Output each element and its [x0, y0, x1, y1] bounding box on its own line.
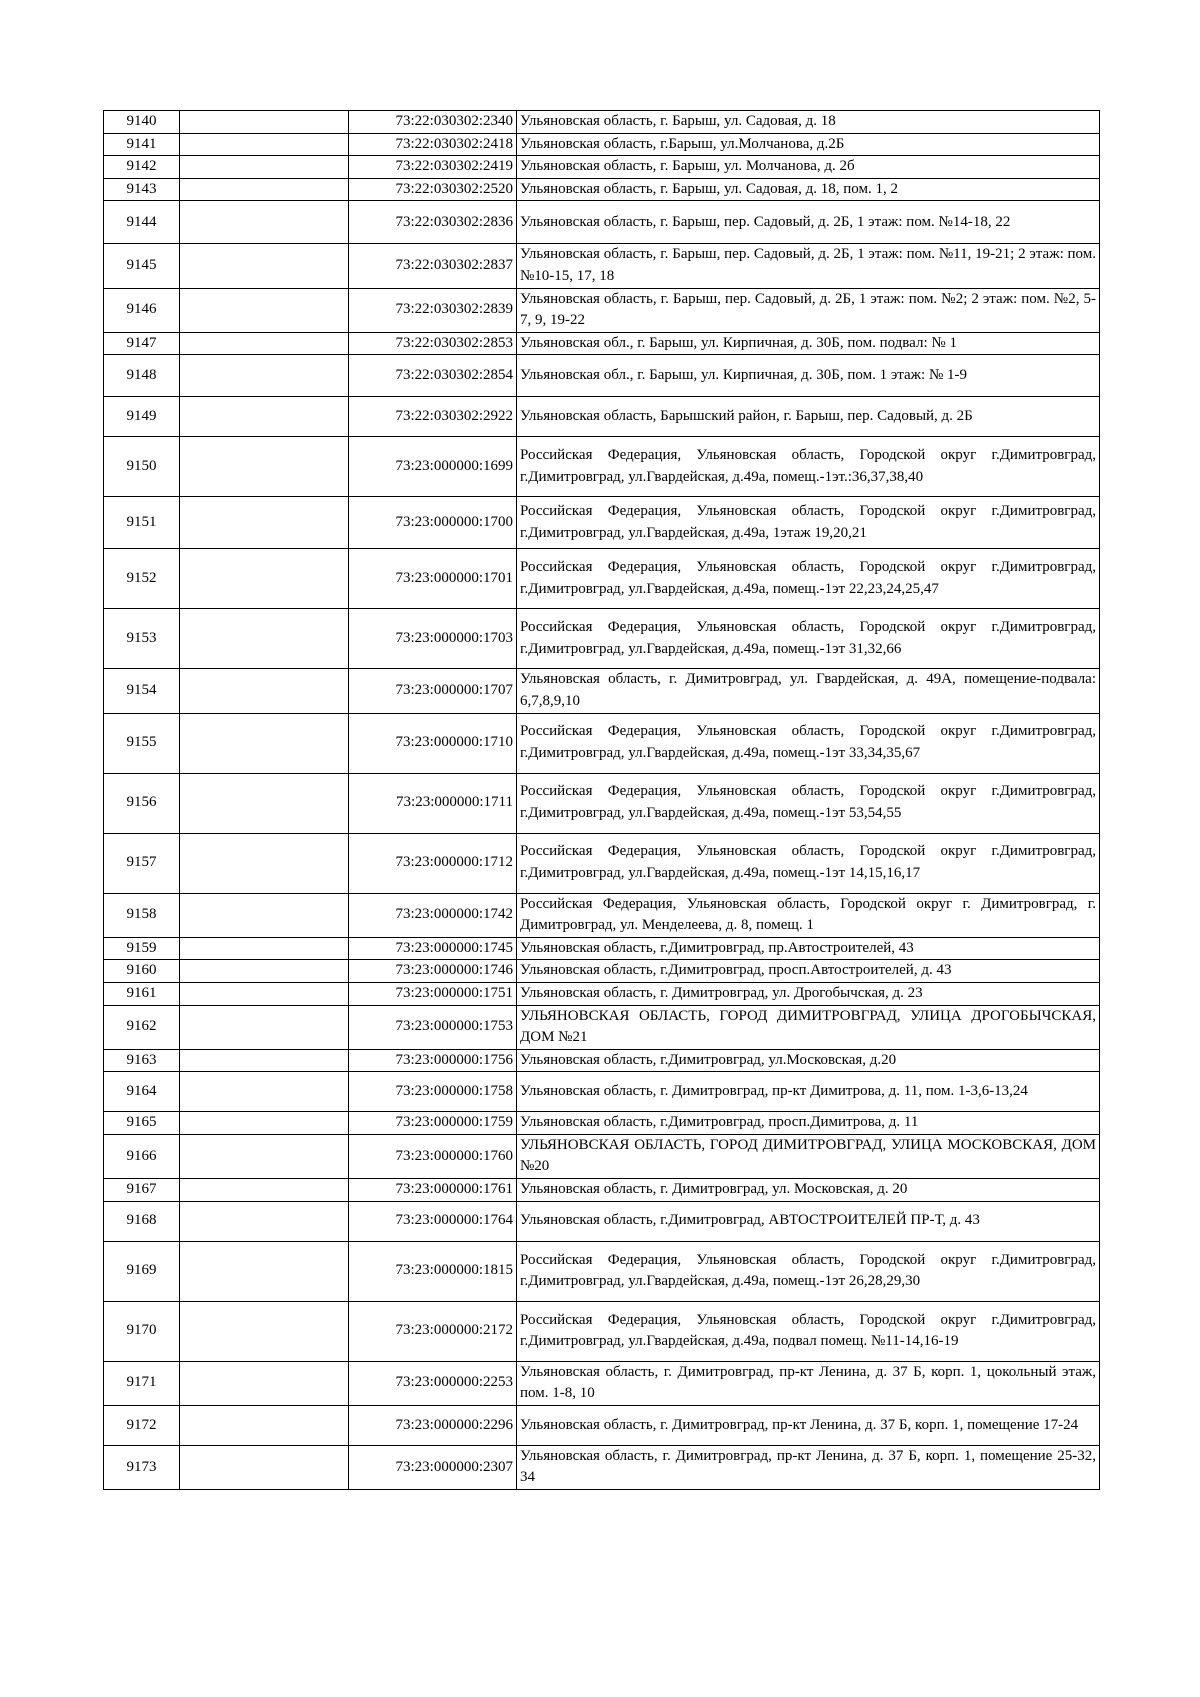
table-row [104, 156, 1100, 179]
row-number: 9145 [104, 244, 180, 288]
table-row [104, 833, 1100, 893]
table-row [104, 288, 1100, 332]
cadastral-number: 73:23:000000:1746 [349, 960, 517, 983]
table-row [104, 437, 1100, 497]
table-row [104, 1072, 1100, 1112]
address: Ульяновская область, Барышский район, г. Барыш, пер. Садовый, д. 2Б [517, 397, 1100, 437]
empty-cell [180, 1405, 349, 1445]
table-row [104, 497, 1100, 549]
table-row [104, 1405, 1100, 1445]
cadastral-number: 73:23:000000:1759 [349, 1112, 517, 1135]
row-number: 9170 [104, 1301, 180, 1361]
row-number: 9169 [104, 1241, 180, 1301]
row-number: 9148 [104, 355, 180, 397]
table-row [104, 133, 1100, 156]
empty-cell [180, 332, 349, 355]
cadastral-number: 73:23:000000:1764 [349, 1201, 517, 1241]
address: Ульяновская область, г. Димитровград, ул. Московская, д. 20 [517, 1179, 1100, 1202]
address: Ульяновская обл., г. Барыш, ул. Кирпичная, д. 30Б, пом. 1 этаж: № 1-9 [517, 355, 1100, 397]
table-row [104, 178, 1100, 201]
cadastral-number: 73:23:000000:1707 [349, 669, 517, 713]
cadastral-number: 73:23:000000:2296 [349, 1405, 517, 1445]
empty-cell [180, 288, 349, 332]
empty-cell [180, 1445, 349, 1489]
row-number: 9167 [104, 1179, 180, 1202]
table-row [104, 609, 1100, 669]
address: Ульяновская область, г. Барыш, пер. Садовый, д. 2Б, 1 этаж: пом. №11, 19-21; 2 этаж: пом. №10-15, 17, 18 [517, 244, 1100, 288]
cadastral-number: 73:22:030302:2854 [349, 355, 517, 397]
address: Ульяновская область, г.Димитровград, АВТОСТРОИТЕЛЕЙ ПР-Т, д. 43 [517, 1201, 1100, 1241]
empty-cell [180, 178, 349, 201]
row-number: 9162 [104, 1005, 180, 1049]
empty-cell [180, 1179, 349, 1202]
cadastral-number: 73:23:000000:2253 [349, 1361, 517, 1405]
table-row [104, 244, 1100, 288]
cadastral-number: 73:23:000000:1703 [349, 609, 517, 669]
empty-cell [180, 397, 349, 437]
row-number: 9146 [104, 288, 180, 332]
table-row [104, 332, 1100, 355]
cadastral-number: 73:23:000000:1756 [349, 1049, 517, 1072]
table-row [104, 1361, 1100, 1405]
row-number: 9166 [104, 1134, 180, 1178]
address: Ульяновская область, г. Димитровград, пр-кт Ленина, д. 37 Б, корп. 1, помещение 17-24 [517, 1405, 1100, 1445]
row-number: 9141 [104, 133, 180, 156]
empty-cell [180, 355, 349, 397]
address: Ульяновская обл., г. Барыш, ул. Кирпичная, д. 30Б, пом. подвал: № 1 [517, 332, 1100, 355]
cadastral-number: 73:23:000000:1742 [349, 893, 517, 937]
table-row [104, 111, 1100, 134]
table-row [104, 549, 1100, 609]
cadastral-number: 73:22:030302:2853 [349, 332, 517, 355]
address: Российская Федерация, Ульяновская область, Городской округ г.Димитровград, г.Димитровград, ул.Гвардейская, д.49а, помещ.-1эт 14,15,16,17 [517, 833, 1100, 893]
address: Ульяновская область, г. Димитровград, пр-кт Ленина, д. 37 Б, корп. 1, помещение 25-32, 34 [517, 1445, 1100, 1489]
row-number: 9150 [104, 437, 180, 497]
table-row [104, 982, 1100, 1005]
cadastral-number: 73:23:000000:1699 [349, 437, 517, 497]
empty-cell [180, 773, 349, 833]
cadastral-number: 73:22:030302:2340 [349, 111, 517, 134]
table-row [104, 960, 1100, 983]
cadastral-number: 73:23:000000:1711 [349, 773, 517, 833]
row-number: 9164 [104, 1072, 180, 1112]
table-row [104, 1445, 1100, 1489]
address: Ульяновская область, г. Димитровград, пр-кт Димитрова, д. 11, пом. 1-3,6-13,24 [517, 1072, 1100, 1112]
row-number: 9153 [104, 609, 180, 669]
empty-cell [180, 437, 349, 497]
empty-cell [180, 133, 349, 156]
address: Российская Федерация, Ульяновская область, Городской округ г. Димитровград, г. Димитровград, ул. Менделеева, д. 8, помещ. 1 [517, 893, 1100, 937]
address: Ульяновская область, г. Барыш, ул. Садовая, д. 18, пом. 1, 2 [517, 178, 1100, 201]
address: Ульяновская область, г. Барыш, пер. Садовый, д. 2Б, 1 этаж: пом. №2; 2 этаж: пом. №2, 5-7, 9, 19-22 [517, 288, 1100, 332]
empty-cell [180, 960, 349, 983]
empty-cell [180, 1134, 349, 1178]
table-row [104, 1179, 1100, 1202]
table-row [104, 773, 1100, 833]
row-number: 9168 [104, 1201, 180, 1241]
row-number: 9140 [104, 111, 180, 134]
cadastral-number: 73:22:030302:2836 [349, 201, 517, 244]
address: Ульяновская область, г.Барыш, ул.Молчанова, д.2Б [517, 133, 1100, 156]
empty-cell [180, 893, 349, 937]
table-row [104, 1112, 1100, 1135]
table-row [104, 1301, 1100, 1361]
empty-cell [180, 111, 349, 134]
table-row [104, 669, 1100, 713]
address: Российская Федерация, Ульяновская область, Городской округ г.Димитровград, г.Димитровград, ул.Гвардейская, д.49а, помещ.-1эт 53,54,55 [517, 773, 1100, 833]
empty-cell [180, 1072, 349, 1112]
row-number: 9149 [104, 397, 180, 437]
empty-cell [180, 937, 349, 960]
empty-cell [180, 1005, 349, 1049]
row-number: 9156 [104, 773, 180, 833]
cadastral-number: 73:23:000000:1760 [349, 1134, 517, 1178]
cadastral-number: 73:23:000000:1751 [349, 982, 517, 1005]
cadastral-number: 73:22:030302:2839 [349, 288, 517, 332]
row-number: 9143 [104, 178, 180, 201]
address: Российская Федерация, Ульяновская область, Городской округ г.Димитровград, г.Димитровград, ул.Гвардейская, д.49а, подвал помещ. №11-14,16-19 [517, 1301, 1100, 1361]
address: Российская Федерация, Ульяновская область, Городской округ г.Димитровград, г.Димитровград, ул.Гвардейская, д.49а, помещ.-1эт 31,32,66 [517, 609, 1100, 669]
empty-cell [180, 244, 349, 288]
address: Ульяновская область, г.Димитровград, просп.Димитрова, д. 11 [517, 1112, 1100, 1135]
row-number: 9159 [104, 937, 180, 960]
cadastral-number: 73:22:030302:2922 [349, 397, 517, 437]
cadastral-number: 73:23:000000:1701 [349, 549, 517, 609]
cadastral-number: 73:23:000000:1815 [349, 1241, 517, 1301]
address: Ульяновская область, г.Димитровград, пр.Автостроителей, 43 [517, 937, 1100, 960]
row-number: 9158 [104, 893, 180, 937]
row-number: 9154 [104, 669, 180, 713]
row-number: 9155 [104, 713, 180, 773]
address: Ульяновская область, г. Барыш, ул. Молчанова, д. 2б [517, 156, 1100, 179]
address: УЛЬЯНОВСКАЯ ОБЛАСТЬ, ГОРОД ДИМИТРОВГРАД, УЛИЦА МОСКОВСКАЯ, ДОМ №20 [517, 1134, 1100, 1178]
empty-cell [180, 549, 349, 609]
empty-cell [180, 1361, 349, 1405]
row-number: 9171 [104, 1361, 180, 1405]
table-row [104, 937, 1100, 960]
row-number: 9142 [104, 156, 180, 179]
cadastral-number: 73:22:030302:2418 [349, 133, 517, 156]
address: Ульяновская область, г. Димитровград, пр-кт Ленина, д. 37 Б, корп. 1, цокольный этаж, пом. 1-8, 10 [517, 1361, 1100, 1405]
empty-cell [180, 201, 349, 244]
address: Ульяновская область, г.Димитровград, ул.Московская, д.20 [517, 1049, 1100, 1072]
cadastral-number: 73:23:000000:1712 [349, 833, 517, 893]
cadastral-number: 73:23:000000:1710 [349, 713, 517, 773]
empty-cell [180, 669, 349, 713]
empty-cell [180, 713, 349, 773]
empty-cell [180, 497, 349, 549]
registry-table [103, 110, 1100, 1490]
table-row [104, 355, 1100, 397]
table-row [104, 1241, 1100, 1301]
address: Российская Федерация, Ульяновская область, Городской округ г.Димитровград, г.Димитровград, ул.Гвардейская, д.49а, помещ.-1эт 33,34,35,67 [517, 713, 1100, 773]
cadastral-number: 73:22:030302:2837 [349, 244, 517, 288]
registry-table-body [104, 111, 1100, 1490]
address: УЛЬЯНОВСКАЯ ОБЛАСТЬ, ГОРОД ДИМИТРОВГРАД, УЛИЦА ДРОГОБЫЧСКАЯ, ДОМ №21 [517, 1005, 1100, 1049]
cadastral-number: 73:23:000000:1761 [349, 1179, 517, 1202]
cadastral-number: 73:22:030302:2419 [349, 156, 517, 179]
table-row [104, 397, 1100, 437]
table-row [104, 713, 1100, 773]
table-row [104, 1049, 1100, 1072]
empty-cell [180, 1049, 349, 1072]
row-number: 9173 [104, 1445, 180, 1489]
row-number: 9160 [104, 960, 180, 983]
cadastral-number: 73:23:000000:1745 [349, 937, 517, 960]
address: Ульяновская область, г. Димитровград, ул. Гвардейская, д. 49А, помещение-подвала: 6,7,8,9,10 [517, 669, 1100, 713]
row-number: 9144 [104, 201, 180, 244]
empty-cell [180, 609, 349, 669]
address: Российская Федерация, Ульяновская область, Городской округ г.Димитровград, г.Димитровград, ул.Гвардейская, д.49а, помещ.-1эт.:36,37,38,40 [517, 437, 1100, 497]
address: Ульяновская область, г.Димитровград, просп.Автостроителей, д. 43 [517, 960, 1100, 983]
row-number: 9161 [104, 982, 180, 1005]
row-number: 9147 [104, 332, 180, 355]
cadastral-number: 73:23:000000:2172 [349, 1301, 517, 1361]
empty-cell [180, 833, 349, 893]
address: Российская Федерация, Ульяновская область, Городской округ г.Димитровград, г.Димитровград, ул.Гвардейская, д.49а, 1этаж 19,20,21 [517, 497, 1100, 549]
table-row [104, 1005, 1100, 1049]
address: Российская Федерация, Ульяновская область, Городской округ г.Димитровград, г.Димитровград, ул.Гвардейская, д.49а, помещ.-1эт 26,28,29,30 [517, 1241, 1100, 1301]
empty-cell [180, 156, 349, 179]
address: Ульяновская область, г. Димитровград, ул. Дрогобычская, д. 23 [517, 982, 1100, 1005]
row-number: 9172 [104, 1405, 180, 1445]
row-number: 9165 [104, 1112, 180, 1135]
cadastral-number: 73:23:000000:1753 [349, 1005, 517, 1049]
table-row [104, 1134, 1100, 1178]
empty-cell [180, 1301, 349, 1361]
row-number: 9163 [104, 1049, 180, 1072]
empty-cell [180, 1201, 349, 1241]
empty-cell [180, 982, 349, 1005]
table-row [104, 1201, 1100, 1241]
empty-cell [180, 1241, 349, 1301]
cadastral-number: 73:23:000000:1758 [349, 1072, 517, 1112]
empty-cell [180, 1112, 349, 1135]
cadastral-number: 73:23:000000:1700 [349, 497, 517, 549]
address: Ульяновская область, г. Барыш, ул. Садовая, д. 18 [517, 111, 1100, 134]
row-number: 9151 [104, 497, 180, 549]
table-row [104, 201, 1100, 244]
cadastral-number: 73:22:030302:2520 [349, 178, 517, 201]
row-number: 9157 [104, 833, 180, 893]
row-number: 9152 [104, 549, 180, 609]
table-row [104, 893, 1100, 937]
address: Ульяновская область, г. Барыш, пер. Садовый, д. 2Б, 1 этаж: пом. №14-18, 22 [517, 201, 1100, 244]
address: Российская Федерация, Ульяновская область, Городской округ г.Димитровград, г.Димитровград, ул.Гвардейская, д.49а, помещ.-1эт 22,23,24,25,47 [517, 549, 1100, 609]
cadastral-number: 73:23:000000:2307 [349, 1445, 517, 1489]
